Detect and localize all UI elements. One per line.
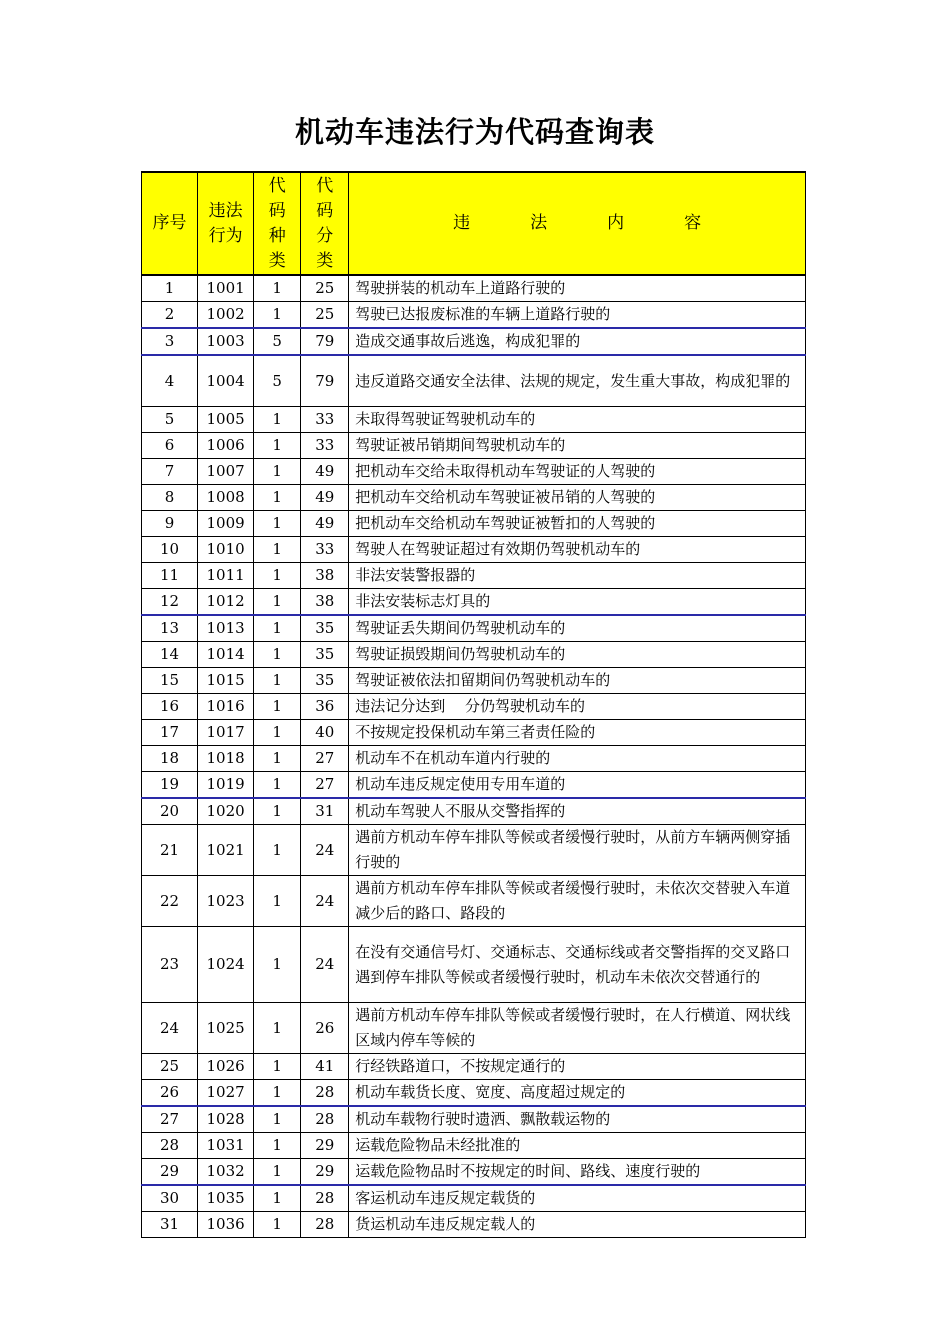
row-violation-code: 1019 — [198, 772, 254, 799]
row-violation-content: 违反道路交通安全法律、法规的规定，发生重大事故，构成犯罪的 — [349, 355, 806, 407]
row-code-type: 1 — [254, 694, 301, 720]
row-code-type: 1 — [254, 407, 301, 433]
table-row — [142, 1106, 806, 1133]
table-row — [142, 1003, 806, 1054]
row-code-type: 1 — [254, 615, 301, 642]
table-row — [142, 537, 806, 563]
row-code-type: 1 — [254, 772, 301, 799]
table-row — [142, 1054, 806, 1080]
row-code-type: 1 — [254, 746, 301, 772]
row-seq: 12 — [142, 589, 198, 616]
row-seq: 18 — [142, 746, 198, 772]
row-violation-content: 机动车驾驶人不服从交警指挥的 — [349, 798, 806, 825]
row-code-type: 1 — [254, 1003, 301, 1054]
row-code-type: 1 — [254, 876, 301, 927]
row-code-class: 28 — [301, 1106, 349, 1133]
row-code-type: 1 — [254, 1054, 301, 1080]
row-code-class: 29 — [301, 1159, 349, 1186]
row-violation-content: 驾驶证损毁期间仍驾驶机动车的 — [349, 642, 806, 668]
table-row — [142, 589, 806, 616]
row-seq: 26 — [142, 1080, 198, 1107]
row-code-class: 41 — [301, 1054, 349, 1080]
table-row — [142, 433, 806, 459]
row-seq: 11 — [142, 563, 198, 589]
table-row — [142, 563, 806, 589]
header-violation-content: 违 法 内 容 — [349, 172, 806, 275]
row-code-class: 31 — [301, 798, 349, 825]
row-code-type: 1 — [254, 511, 301, 537]
row-code-class: 38 — [301, 589, 349, 616]
row-violation-code: 1023 — [198, 876, 254, 927]
header-seq: 序号 — [142, 172, 198, 275]
row-seq: 1 — [142, 275, 198, 302]
row-violation-content: 驾驶已达报废标准的车辆上道路行驶的 — [349, 302, 806, 329]
header-code-type: 代 码 种 类 — [254, 172, 301, 275]
row-code-class: 33 — [301, 537, 349, 563]
row-violation-content: 驾驶证丢失期间仍驾驶机动车的 — [349, 615, 806, 642]
row-code-class: 38 — [301, 563, 349, 589]
row-violation-code: 1008 — [198, 485, 254, 511]
row-violation-content: 运载危险物品时不按规定的时间、路线、速度行驶的 — [349, 1159, 806, 1186]
row-code-class: 49 — [301, 485, 349, 511]
row-violation-code: 1012 — [198, 589, 254, 616]
row-violation-content: 运载危险物品未经批准的 — [349, 1133, 806, 1159]
row-code-class: 28 — [301, 1185, 349, 1212]
row-violation-code: 1026 — [198, 1054, 254, 1080]
row-code-type: 1 — [254, 275, 301, 302]
row-violation-code: 1021 — [198, 825, 254, 876]
row-code-class: 35 — [301, 668, 349, 694]
row-violation-content: 非法安装警报器的 — [349, 563, 806, 589]
table-row — [142, 1212, 806, 1238]
row-violation-code: 1024 — [198, 927, 254, 1003]
row-seq: 15 — [142, 668, 198, 694]
row-violation-code: 1010 — [198, 537, 254, 563]
row-violation-content: 把机动车交给机动车驾驶证被吊销的人驾驶的 — [349, 485, 806, 511]
row-code-class: 40 — [301, 720, 349, 746]
row-code-type: 1 — [254, 642, 301, 668]
row-violation-content: 驾驶证被依法扣留期间仍驾驶机动车的 — [349, 668, 806, 694]
row-code-class: 49 — [301, 511, 349, 537]
row-violation-code: 1031 — [198, 1133, 254, 1159]
row-violation-code: 1001 — [198, 275, 254, 302]
row-code-type: 1 — [254, 927, 301, 1003]
row-seq: 20 — [142, 798, 198, 825]
row-violation-code: 1025 — [198, 1003, 254, 1054]
row-code-type: 1 — [254, 433, 301, 459]
row-violation-content: 在没有交通信号灯、交通标志、交通标线或者交警指挥的交叉路口遇到停车排队等候或者缓慢行驶时，机动车未依次交替通行的 — [349, 927, 806, 1003]
row-violation-code: 1002 — [198, 302, 254, 329]
row-violation-content: 机动车不在机动车道内行驶的 — [349, 746, 806, 772]
table-row — [142, 694, 806, 720]
row-violation-content: 驾驶证被吊销期间驾驶机动车的 — [349, 433, 806, 459]
row-violation-content: 货运机动车违反规定载人的 — [349, 1212, 806, 1238]
row-code-type: 1 — [254, 1133, 301, 1159]
row-code-class: 33 — [301, 433, 349, 459]
row-code-class: 24 — [301, 876, 349, 927]
row-violation-code: 1003 — [198, 328, 254, 355]
row-seq: 29 — [142, 1159, 198, 1186]
page-title: 机动车违法行为代码查询表 — [294, 115, 655, 149]
row-seq: 21 — [142, 825, 198, 876]
header-code-class: 代 码 分 类 — [301, 172, 349, 275]
row-code-type: 1 — [254, 485, 301, 511]
table-row — [142, 927, 806, 1003]
header-violation-code: 违法 行为 — [198, 172, 254, 275]
row-violation-code: 1032 — [198, 1159, 254, 1186]
row-violation-code: 1011 — [198, 563, 254, 589]
row-code-class: 35 — [301, 642, 349, 668]
row-violation-content: 造成交通事故后逃逸，构成犯罪的 — [349, 328, 806, 355]
row-seq: 8 — [142, 485, 198, 511]
row-violation-content: 遇前方机动车停车排队等候或者缓慢行驶时，从前方车辆两侧穿插行驶的 — [349, 825, 806, 876]
row-code-class: 25 — [301, 275, 349, 302]
table-row — [142, 407, 806, 433]
row-code-type: 1 — [254, 302, 301, 329]
row-violation-code: 1018 — [198, 746, 254, 772]
row-seq: 14 — [142, 642, 198, 668]
row-violation-code: 1020 — [198, 798, 254, 825]
row-code-class: 24 — [301, 825, 349, 876]
table-row — [142, 772, 806, 799]
row-violation-content: 驾驶人在驾驶证超过有效期仍驾驶机动车的 — [349, 537, 806, 563]
row-code-type: 1 — [254, 1080, 301, 1107]
row-code-type: 1 — [254, 563, 301, 589]
row-seq: 17 — [142, 720, 198, 746]
row-code-class: 33 — [301, 407, 349, 433]
row-seq: 4 — [142, 355, 198, 407]
row-code-type: 1 — [254, 1159, 301, 1186]
row-violation-content: 不按规定投保机动车第三者责任险的 — [349, 720, 806, 746]
row-seq: 9 — [142, 511, 198, 537]
row-code-class: 24 — [301, 927, 349, 1003]
table-row — [142, 720, 806, 746]
table-row — [142, 511, 806, 537]
row-violation-code: 1035 — [198, 1185, 254, 1212]
table-header-row — [142, 172, 806, 275]
table-row — [142, 355, 806, 407]
table-row — [142, 459, 806, 485]
table-row — [142, 876, 806, 927]
row-violation-content: 机动车违反规定使用专用车道的 — [349, 772, 806, 799]
row-violation-content: 违法记分达到 分仍驾驶机动车的 — [349, 694, 806, 720]
row-code-type: 1 — [254, 798, 301, 825]
table-row — [142, 746, 806, 772]
row-code-type: 1 — [254, 1212, 301, 1238]
row-seq: 6 — [142, 433, 198, 459]
row-violation-content: 机动车载物行驶时遗洒、飘散载运物的 — [349, 1106, 806, 1133]
row-code-type: 1 — [254, 537, 301, 563]
table-row — [142, 642, 806, 668]
row-code-class: 27 — [301, 746, 349, 772]
table-row — [142, 1159, 806, 1186]
row-code-class: 26 — [301, 1003, 349, 1054]
row-violation-code: 1013 — [198, 615, 254, 642]
table-row — [142, 1080, 806, 1107]
row-code-type: 1 — [254, 668, 301, 694]
row-seq: 10 — [142, 537, 198, 563]
row-violation-code: 1004 — [198, 355, 254, 407]
row-code-type: 5 — [254, 355, 301, 407]
row-violation-content: 非法安装标志灯具的 — [349, 589, 806, 616]
row-violation-content: 机动车载货长度、宽度、高度超过规定的 — [349, 1080, 806, 1107]
row-violation-code: 1014 — [198, 642, 254, 668]
row-violation-content: 驾驶拼装的机动车上道路行驶的 — [349, 275, 806, 302]
row-code-class: 36 — [301, 694, 349, 720]
row-seq: 3 — [142, 328, 198, 355]
row-code-class: 28 — [301, 1080, 349, 1107]
row-violation-code: 1007 — [198, 459, 254, 485]
row-violation-content: 遇前方机动车停车排队等候或者缓慢行驶时，未依次交替驶入车道减少后的路口、路段的 — [349, 876, 806, 927]
row-seq: 27 — [142, 1106, 198, 1133]
table-row — [142, 798, 806, 825]
row-violation-content: 未取得驾驶证驾驶机动车的 — [349, 407, 806, 433]
table-body — [142, 275, 806, 1238]
row-violation-code: 1006 — [198, 433, 254, 459]
table-row — [142, 1133, 806, 1159]
row-code-class: 29 — [301, 1133, 349, 1159]
table-row — [142, 1185, 806, 1212]
row-violation-content: 客运机动车违反规定载货的 — [349, 1185, 806, 1212]
row-code-class: 28 — [301, 1212, 349, 1238]
row-code-type: 1 — [254, 825, 301, 876]
row-code-type: 1 — [254, 1106, 301, 1133]
row-violation-code: 1015 — [198, 668, 254, 694]
table-row — [142, 328, 806, 355]
row-code-class: 79 — [301, 355, 349, 407]
row-seq: 7 — [142, 459, 198, 485]
row-violation-code: 1027 — [198, 1080, 254, 1107]
row-violation-content: 行经铁路道口，不按规定通行的 — [349, 1054, 806, 1080]
row-code-type: 1 — [254, 720, 301, 746]
violation-code-table — [141, 171, 806, 1238]
row-code-class: 79 — [301, 328, 349, 355]
row-violation-code: 1036 — [198, 1212, 254, 1238]
row-seq: 16 — [142, 694, 198, 720]
row-violation-code: 1017 — [198, 720, 254, 746]
row-code-type: 1 — [254, 589, 301, 616]
row-code-type: 1 — [254, 1185, 301, 1212]
row-violation-code: 1028 — [198, 1106, 254, 1133]
row-code-class: 27 — [301, 772, 349, 799]
row-code-type: 5 — [254, 328, 301, 355]
table-row — [142, 485, 806, 511]
row-violation-code: 1016 — [198, 694, 254, 720]
row-seq: 25 — [142, 1054, 198, 1080]
row-seq: 22 — [142, 876, 198, 927]
row-violation-code: 1005 — [198, 407, 254, 433]
row-code-class: 35 — [301, 615, 349, 642]
row-seq: 23 — [142, 927, 198, 1003]
row-violation-content: 把机动车交给未取得机动车驾驶证的人驾驶的 — [349, 459, 806, 485]
table-row — [142, 275, 806, 302]
row-seq: 31 — [142, 1212, 198, 1238]
row-seq: 24 — [142, 1003, 198, 1054]
row-violation-content: 把机动车交给机动车驾驶证被暂扣的人驾驶的 — [349, 511, 806, 537]
row-seq: 19 — [142, 772, 198, 799]
row-seq: 28 — [142, 1133, 198, 1159]
row-seq: 13 — [142, 615, 198, 642]
row-seq: 30 — [142, 1185, 198, 1212]
table-row — [142, 615, 806, 642]
table-row — [142, 825, 806, 876]
row-code-class: 25 — [301, 302, 349, 329]
table-row — [142, 668, 806, 694]
row-violation-content: 遇前方机动车停车排队等候或者缓慢行驶时，在人行横道、网状线区域内停车等候的 — [349, 1003, 806, 1054]
table-row — [142, 302, 806, 329]
row-seq: 2 — [142, 302, 198, 329]
row-code-type: 1 — [254, 459, 301, 485]
row-code-class: 49 — [301, 459, 349, 485]
row-seq: 5 — [142, 407, 198, 433]
row-violation-code: 1009 — [198, 511, 254, 537]
